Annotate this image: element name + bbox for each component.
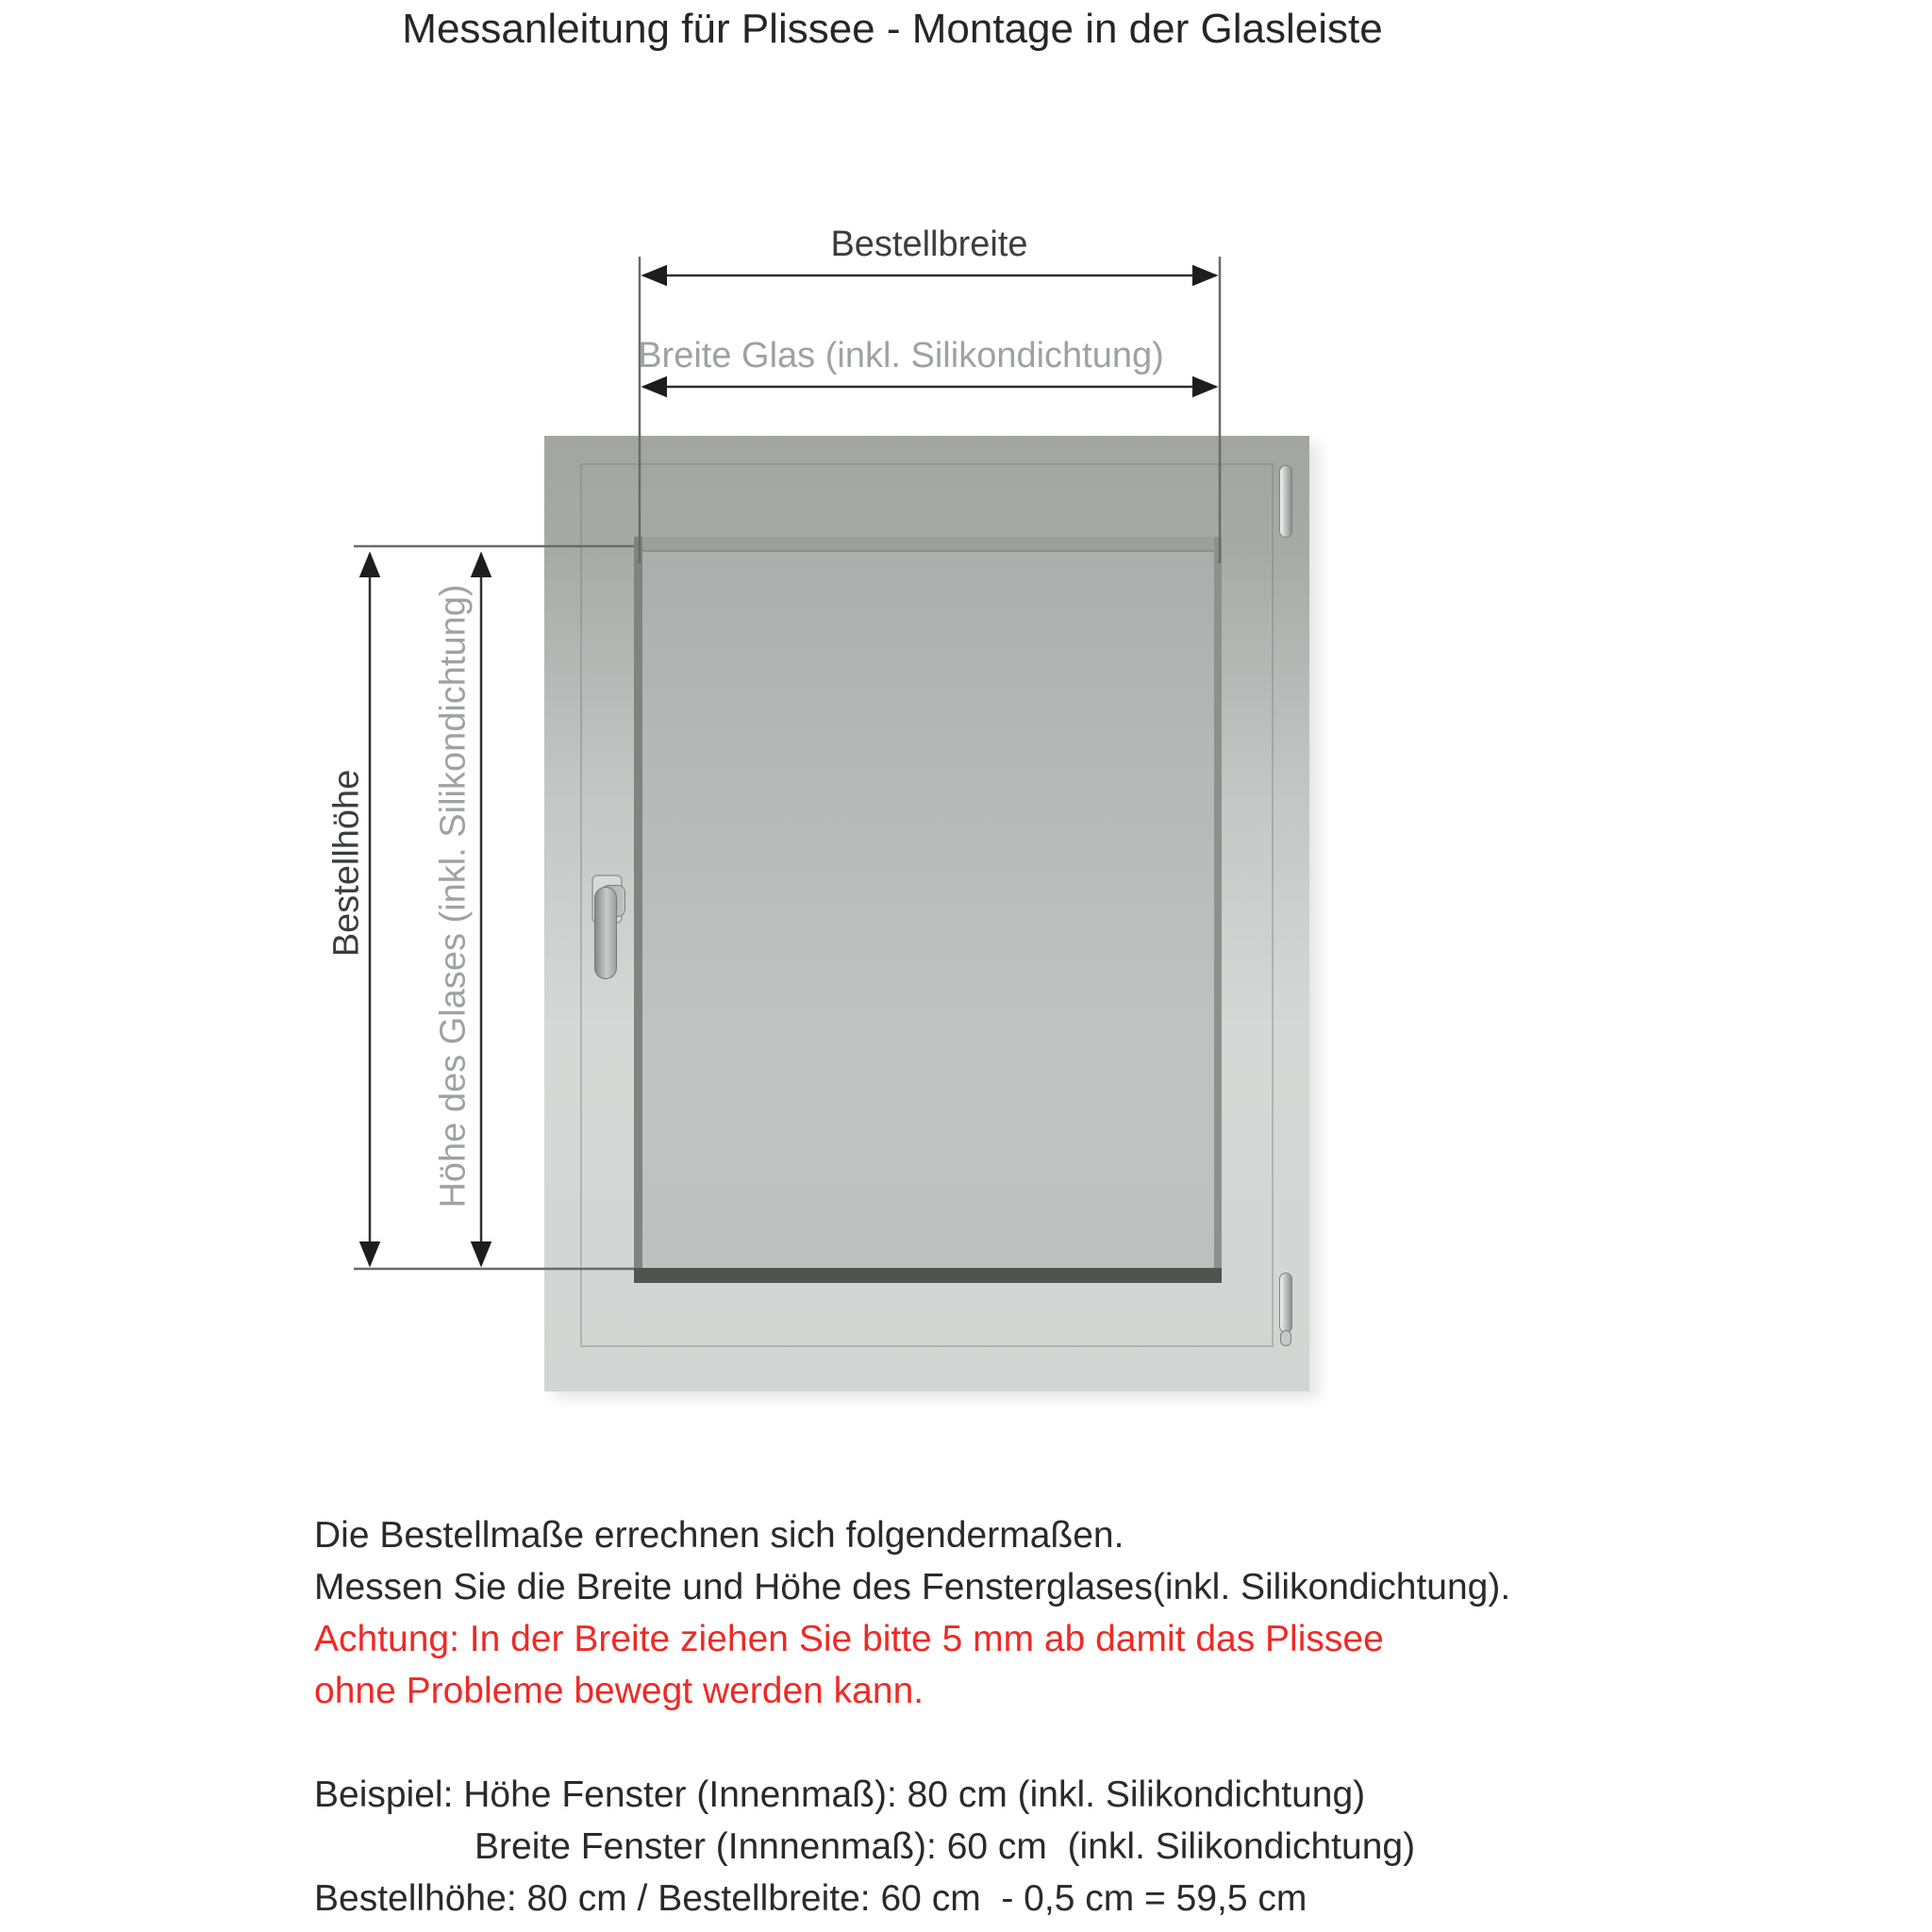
instructions-block [314, 1509, 1510, 1717]
window-glass [634, 537, 1222, 1283]
page-title: Messanleitung für Plissee - Montage in der Glasleiste [402, 6, 1383, 52]
glass-width-label: Breite Glas (inkl. Silikondichtung) [638, 336, 1164, 375]
instruction-line-2: Messen Sie die Breite und Höhe des Fensterglases(inkl. Silikondichtung). [314, 1567, 1511, 1607]
warning-line-1: Achtung: In der Breite ziehen Sie bitte 5 mm ab damit das Plissee [314, 1619, 1384, 1659]
window-frame [544, 436, 1309, 1391]
order-height-label: Bestellhöhe [326, 769, 367, 958]
example-block [314, 1769, 1415, 1924]
example-line-2: Breite Fenster (Innnenmaß): 60 cm (inkl. Silikondichtung) [475, 1826, 1416, 1867]
glass-height-label: Höhe des Glases (inkl. Silikondichtung) [433, 584, 474, 1208]
window-handle-grip [594, 887, 617, 979]
instruction-line-1: Die Bestellmaße errechnen sich folgendermaßen. [314, 1515, 1124, 1556]
warning-line-2: ohne Probleme bewegt werden kann. [314, 1671, 924, 1711]
glass-seal-right [1214, 537, 1222, 1283]
order-width-label: Bestellbreite [830, 225, 1028, 264]
glass-seal-bottom [634, 1268, 1222, 1283]
example-line-1: Beispiel: Höhe Fenster (Innenmaß): 80 cm (inkl. Silikondichtung) [314, 1774, 1366, 1815]
glass-seal-left [634, 537, 642, 1283]
example-line-3: Bestellhöhe: 80 cm / Bestellbreite: 60 cm - 0,5 cm = 59,5 cm [314, 1878, 1307, 1919]
window-hinge-knob [1280, 1330, 1291, 1346]
window-hinge-bottom [1279, 1273, 1292, 1333]
glass-seal-top [634, 537, 1222, 552]
window-hinge-top [1279, 465, 1292, 538]
